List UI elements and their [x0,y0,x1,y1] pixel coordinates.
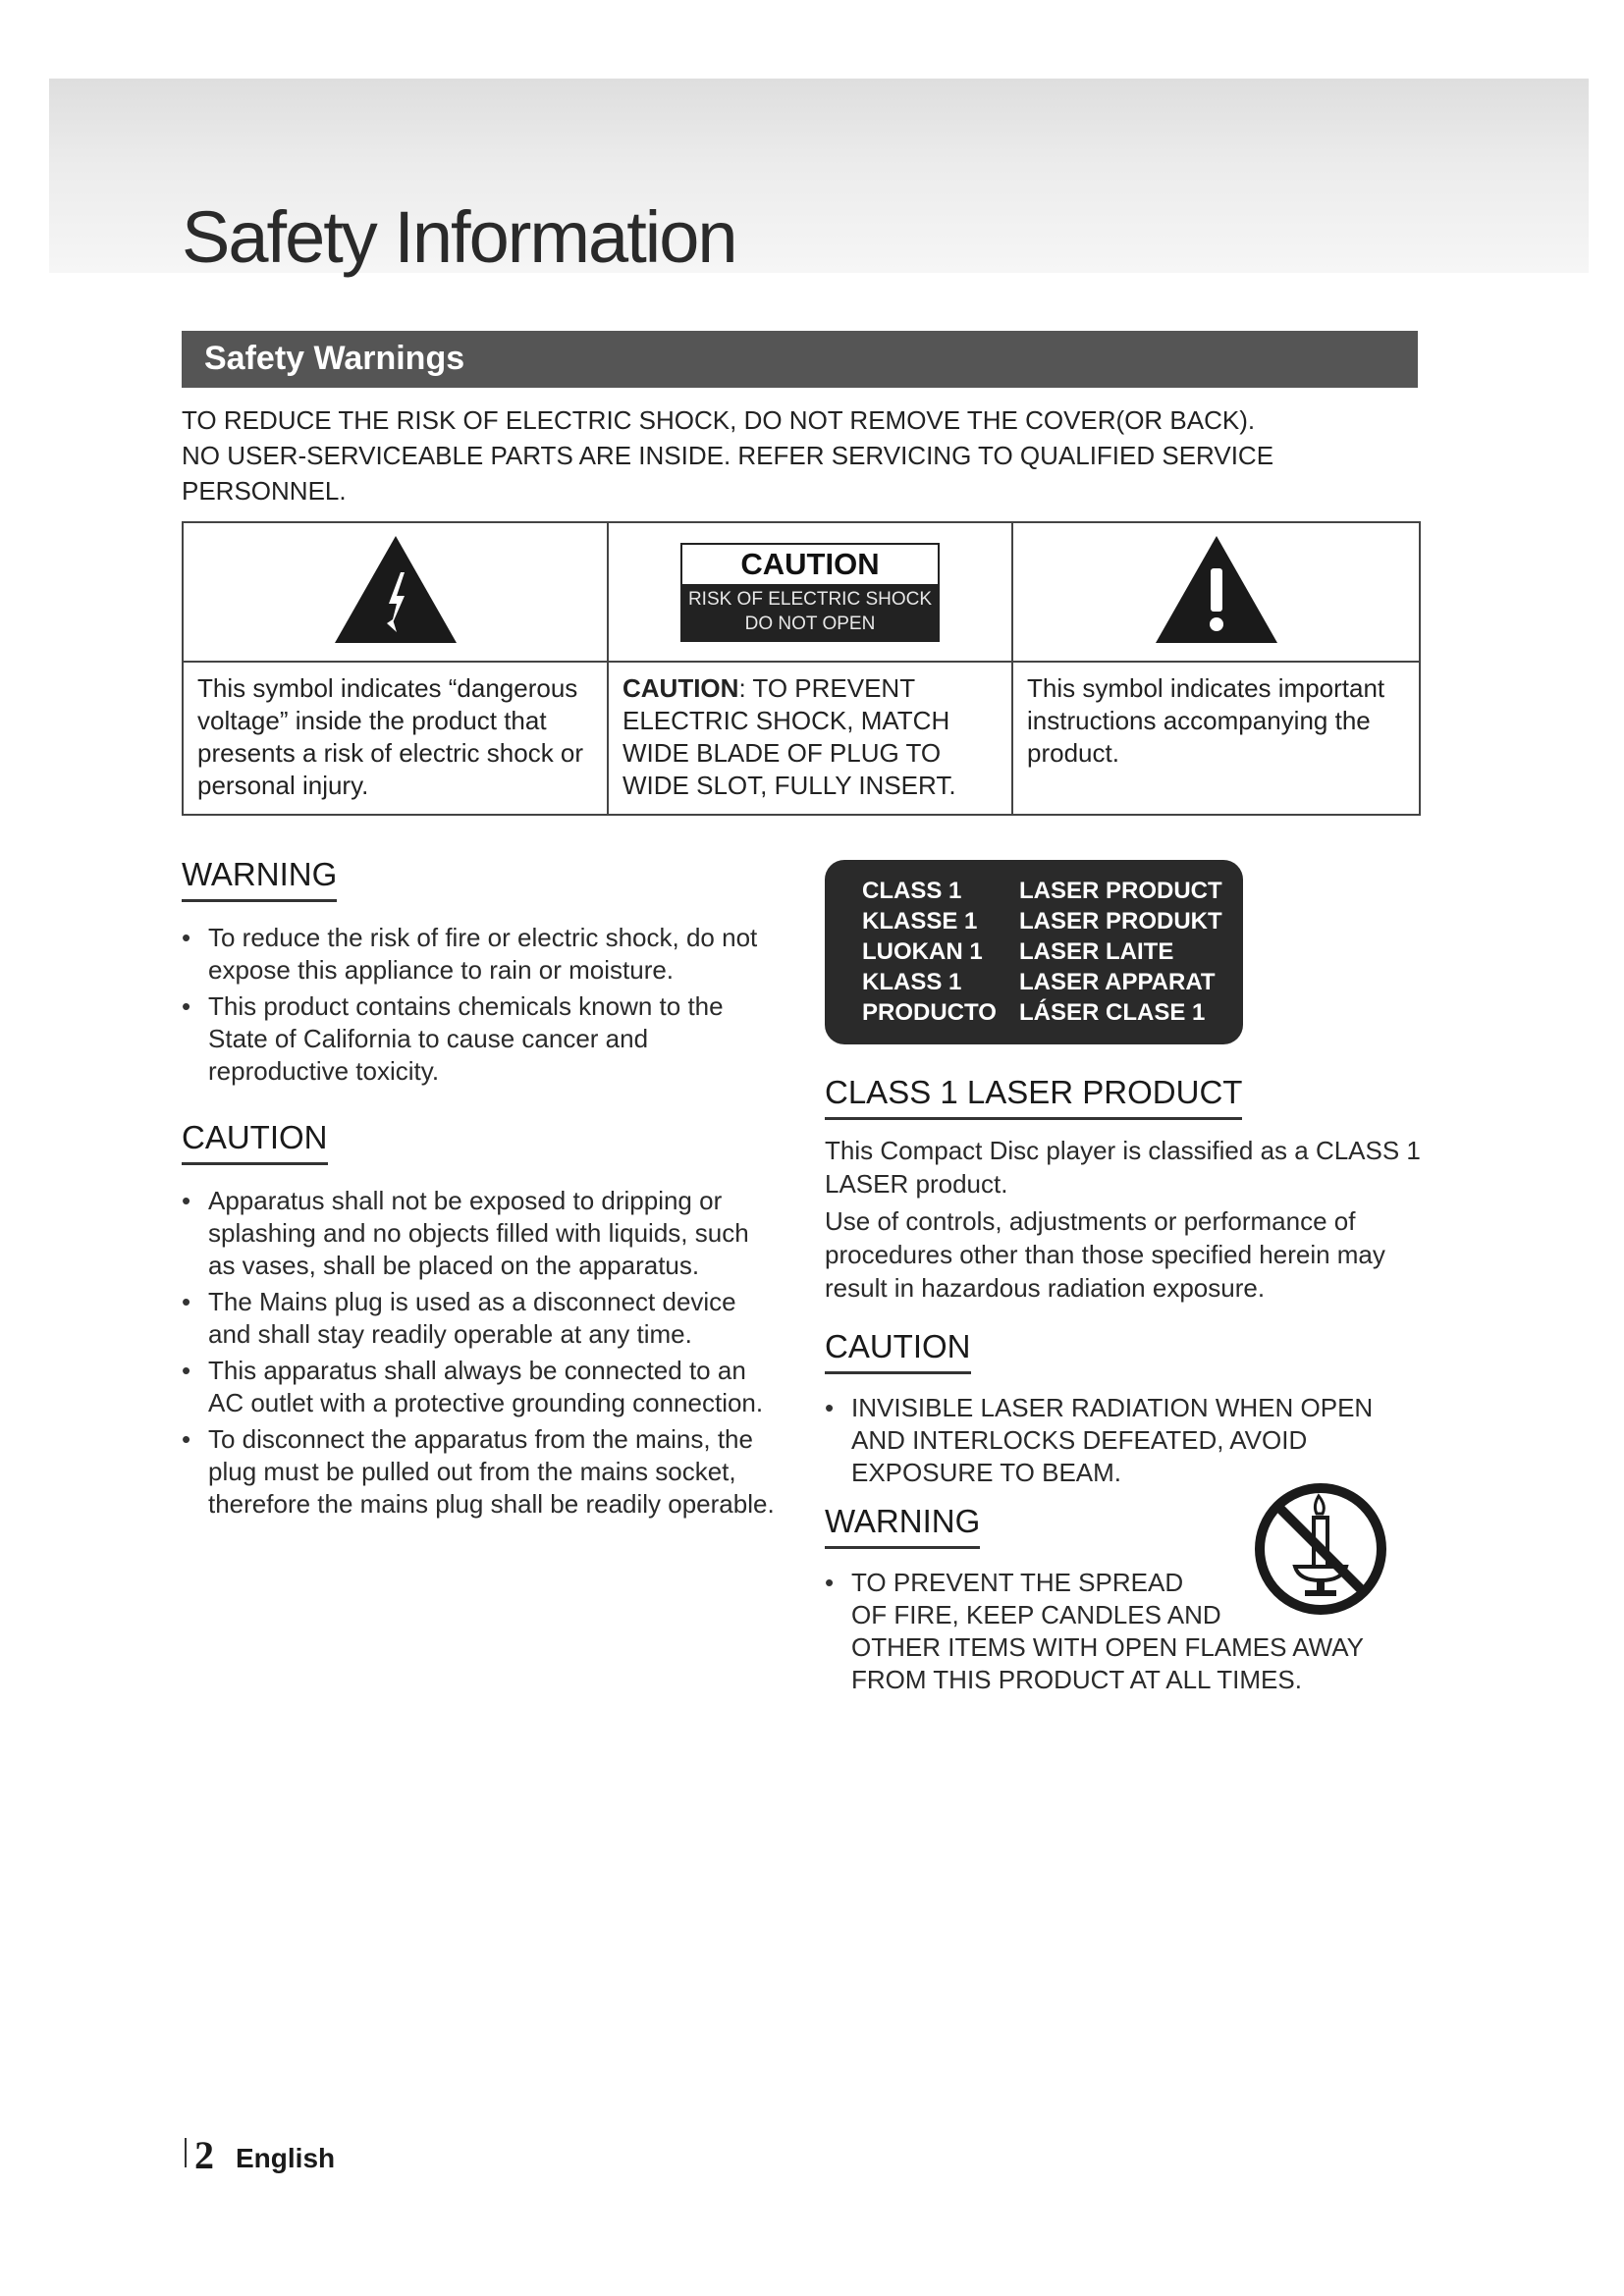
laser-product-heading: CLASS 1 LASER PRODUCT [825,1074,1242,1120]
list-item-line: OTHER ITEMS WITH OPEN FLAMES AWAY [851,1631,1364,1662]
caution-label [680,543,940,642]
section-title-bar [182,331,1418,388]
list-item-line: FROM THIS PRODUCT AT ALL TIMES. [851,1664,1302,1694]
caution-text: : TO PREVENT ELECTRIC SHOCK, MATCH WIDE BLADE OF PLUG TO WIDE SLOT, FULLY INSERT. [623,673,956,800]
laser-class: CLASS 1 [862,878,962,904]
intro-line: PERSONNEL. [182,476,347,506]
laser-class-label [825,860,1243,1044]
exclamation-warning-icon [1153,533,1280,646]
caution-label-subtitle [682,584,938,640]
symbol-description-plug [608,662,1012,815]
lightning-warning-icon [332,533,460,646]
warning-list [182,922,781,1088]
caution-bold: CAUTION [623,673,739,703]
list-item: • To reduce the risk of fire or electric shock, do not expose this appliance to rain or moisture. [182,922,781,987]
page-number: 2 [194,2133,214,2177]
laser-product: LASER LAITE [1019,938,1174,965]
symbol-cell-exclamation [1012,522,1420,662]
laser-class: KLASS 1 [862,969,962,995]
list-item: • This product contains chemicals known to the State of California to cause cancer and reproductive toxicity. [182,990,781,1088]
laser-caution-heading: CAUTION [825,1328,971,1374]
symbol-description-instructions: This symbol indicates important instructions accompanying the product. [1012,662,1420,815]
intro-line: TO REDUCE THE RISK OF ELECTRIC SHOCK, DO NOT REMOVE THE COVER(OR BACK). [182,405,1256,435]
footer-language: English [236,2143,336,2173]
laser-class: PRODUCTO [862,999,997,1026]
caution-label-line: RISK OF ELECTRIC SHOCK [687,588,933,610]
footer-divider [185,2138,187,2167]
list-item: • This apparatus shall always be connected to an AC outlet with a protective grounding connection. [182,1355,781,1419]
laser-product: LASER PRODUKT [1019,908,1222,934]
caution-label-line: DO NOT OPEN [744,613,876,634]
laser-product: LÁSER CLASE 1 [1019,999,1206,1026]
caution-list [182,1185,781,1521]
list-item-line: OF FIRE, KEEP CANDLES AND [851,1599,1221,1629]
laser-class: LUOKAN 1 [862,938,983,965]
left-column [182,856,781,1524]
laser-class: KLASSE 1 [862,908,978,934]
list-item-line: • TO PREVENT THE SPREAD [851,1567,1184,1597]
laser-product: LASER PRODUCT [1019,878,1222,904]
symbol-table [182,521,1421,816]
warning-heading: WARNING [182,856,337,902]
laser-caution-list [825,1392,1424,1489]
symbol-cell-voltage [183,522,608,662]
list-item: • The Mains plug is used as a disconnect device and shall stay readily operable at any time. [182,1286,781,1351]
list-item: • INVISIBLE LASER RADIATION WHEN OPEN AND INTERLOCKS DEFEATED, AVOID EXPOSURE TO BEAM. [825,1392,1424,1489]
page-title: Safety Information [182,196,736,278]
symbol-cell-caution [608,522,1012,662]
laser-paragraph: This Compact Disc player is classified as a CLASS 1 LASER product. [825,1135,1421,1199]
section-title: Safety Warnings [204,340,465,377]
candle-warning-heading: WARNING [825,1503,980,1549]
laser-product: LASER APPARAT [1019,969,1216,995]
caution-heading: CAUTION [182,1119,328,1165]
intro-text [182,402,1424,508]
laser-paragraph: Use of controls, adjustments or performance of procedures other than those specified herein may result in hazardous radiation exposure. [825,1205,1385,1303]
list-item: • To disconnect the apparatus from the mains, the plug must be pulled out from the mains socket, therefore the mains plug shall be readily operable. [182,1423,781,1521]
symbol-description-voltage: This symbol indicates “dangerous voltage” inside the product that presents a risk of electric shock or personal injury. [183,662,608,815]
no-open-flame-icon [1252,1480,1389,1618]
list-item: • Apparatus shall not be exposed to dripping or splashing and no objects filled with liquids, such as vases, shall be placed on the apparatus. [182,1185,781,1282]
caution-label-title: CAUTION [740,546,880,581]
intro-line: NO USER-SERVICEABLE PARTS ARE INSIDE. REFER SERVICING TO QUALIFIED SERVICE [182,441,1274,470]
